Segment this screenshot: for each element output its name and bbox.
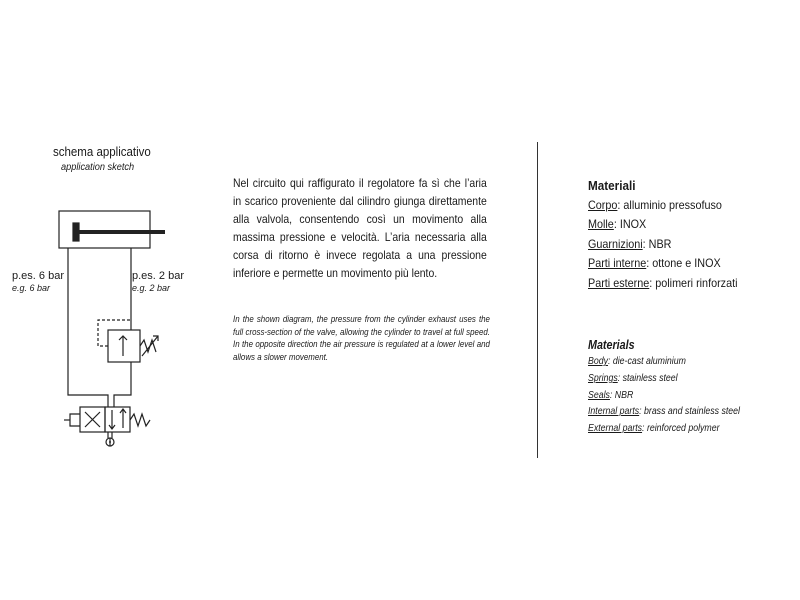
material-value: NBR xyxy=(612,389,634,401)
materials-english-row: External parts: reinforced polymer xyxy=(588,423,720,435)
material-value: brass and stainless steel xyxy=(641,406,740,418)
material-value: ottone e INOX xyxy=(649,256,721,270)
sketch-subtitle: application sketch xyxy=(61,162,135,173)
material-value: die-cast aluminium xyxy=(610,356,686,367)
materials-italian-row: Molle: INOX xyxy=(588,217,647,231)
materials-english xyxy=(588,336,740,438)
sketch-title: schema applicativo xyxy=(53,145,151,159)
material-label: External parts xyxy=(588,423,643,435)
description-english: In the shown diagram, the pressure from the cylinder exhaust uses the full cross-section of the valve, allowing the cylinder to travel at full speed. In the opposite direction the air pressure is regulated at a lower level and allows a slower movement. xyxy=(233,314,490,362)
materials-italian xyxy=(588,176,737,293)
valve-actuator xyxy=(70,414,80,426)
material-value: reinforced polymer xyxy=(644,423,720,435)
materials-italian-row: Corpo: alluminio pressofuso xyxy=(588,197,722,212)
material-label: Seals xyxy=(588,389,610,401)
material-label: Guarnizioni xyxy=(588,236,643,251)
material-value: NBR xyxy=(645,236,672,251)
material-value: polimeri rinforzati xyxy=(652,275,738,290)
material-value: alluminio pressofuso xyxy=(620,197,722,212)
material-label: Parti esterne xyxy=(588,275,650,290)
pilot-line xyxy=(98,320,131,346)
materials-italian-heading: Materiali xyxy=(588,178,636,193)
material-label: Corpo xyxy=(588,197,618,212)
materials-italian-row: Parti esterne: polimeri rinforzati xyxy=(588,275,738,290)
material-label: Parti interne xyxy=(588,256,647,270)
materials-english-row: Internal parts: brass and stainless steel xyxy=(588,406,740,418)
regulator-adjust xyxy=(142,336,158,356)
material-label: Internal parts xyxy=(588,406,640,418)
materials-english-heading: Materials xyxy=(588,338,635,352)
right-pressure-label-en: e.g. 2 bar xyxy=(132,283,171,293)
material-value: INOX xyxy=(616,217,647,231)
materials-english-row: Body: die-cast aluminium xyxy=(588,356,686,367)
material-value: stainless steel xyxy=(620,372,678,384)
materials-italian-row: Parti interne: ottone e INOX xyxy=(588,256,721,270)
regulator-outlet-line xyxy=(114,362,131,407)
cylinder-piston xyxy=(73,223,79,241)
materials-italian-row: Guarnizioni: NBR xyxy=(588,236,672,251)
left-pressure-label: p.es. 6 bar xyxy=(12,270,64,282)
material-label: Molle xyxy=(588,217,614,231)
description-italian: Nel circuito qui raffigurato il regolatore fa sì che l’aria in scarico proveniente dal cilindro giunga direttamente alla valvola, consentendo così un movimento alla massima pressione e velocità. L’aria necessaria alla corsa di ritorno è invece regolata a una pressione inferiore e permette un movimento più lento. xyxy=(233,177,487,280)
regulator-body xyxy=(108,330,140,362)
valve-position-b xyxy=(105,407,130,432)
materials-english-row: Springs: stainless steel xyxy=(588,372,678,384)
material-label: Springs xyxy=(588,372,618,384)
right-pressure-label: p.es. 2 bar xyxy=(132,270,184,282)
materials-english-row: Seals: NBR xyxy=(588,389,634,401)
left-pressure-label-en: e.g. 6 bar xyxy=(12,283,51,293)
valve-spring xyxy=(130,414,150,426)
material-label: Body xyxy=(588,356,608,367)
left-supply-line xyxy=(68,248,108,407)
column-divider xyxy=(537,142,538,458)
